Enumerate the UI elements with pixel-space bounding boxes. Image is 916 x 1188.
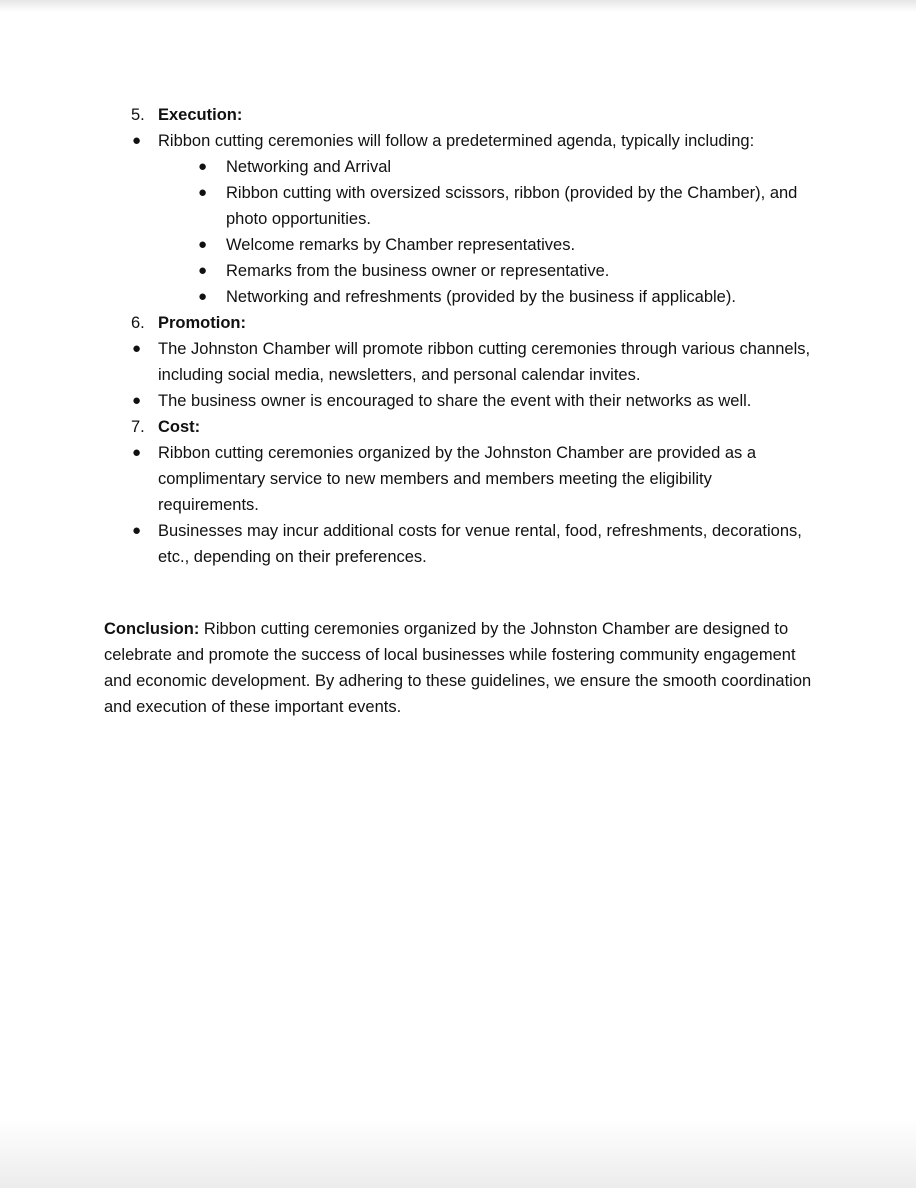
section-title: Promotion: <box>158 314 246 332</box>
bullet-text: Ribbon cutting ceremonies organized by the Johnston Chamber are provided as a complimentary service to new members and members meeting the eligibility requirements. <box>158 444 757 514</box>
list-item <box>104 388 814 414</box>
bullet-icon: ● <box>198 184 208 201</box>
list-item <box>158 232 814 258</box>
bullet-text: Networking and refreshments (provided by the business if applicable). <box>226 288 736 306</box>
list-item <box>158 180 814 232</box>
execution-bullets <box>104 128 814 310</box>
section-number: 7. <box>131 418 145 436</box>
section-cost <box>104 414 814 440</box>
bullet-text: Ribbon cutting with oversized scissors, ribbon (provided by the Chamber), and photo opportunities. <box>226 184 798 228</box>
bullet-icon: ● <box>198 262 208 279</box>
section-title: Execution: <box>158 106 243 124</box>
section-title: Cost: <box>158 418 201 436</box>
list-item <box>158 154 814 180</box>
cost-bullets <box>104 440 814 570</box>
list-item <box>104 518 814 570</box>
bullet-text: Remarks from the business owner or representative. <box>226 262 610 280</box>
conclusion-paragraph <box>104 616 814 720</box>
bullet-icon: ● <box>132 132 142 149</box>
section-promotion <box>104 310 814 336</box>
conclusion-text: Ribbon cutting ceremonies organized by the Johnston Chamber are designed to celebrate and promote the success of local businesses while fostering community engagement and economic development. By adhering to these guidelines, we ensure the smooth coordination and execution of these important events. <box>104 620 812 716</box>
list-item <box>104 336 814 388</box>
bullet-icon: ● <box>132 522 142 539</box>
bullet-icon: ● <box>132 392 142 409</box>
bullet-text: The business owner is encouraged to share the event with their networks as well. <box>158 392 752 410</box>
section-number: 6. <box>131 314 145 332</box>
bullet-icon: ● <box>198 288 208 305</box>
bullet-icon: ● <box>198 236 208 253</box>
page-top-shadow <box>0 0 916 12</box>
bullet-icon: ● <box>132 444 142 461</box>
promotion-bullets <box>104 336 814 414</box>
list-item <box>158 284 814 310</box>
conclusion-label: Conclusion: <box>104 620 200 638</box>
page-bottom-shadow <box>0 1118 916 1188</box>
list-item <box>104 128 814 310</box>
bullet-icon: ● <box>132 340 142 357</box>
list-item <box>158 258 814 284</box>
bullet-text: The Johnston Chamber will promote ribbon cutting ceremonies through various channels, including social media, newsletters, and personal calendar invites. <box>158 340 811 384</box>
bullet-text: Ribbon cutting ceremonies will follow a predetermined agenda, typically including: <box>158 132 755 150</box>
bullet-text: Businesses may incur additional costs for venue rental, food, refreshments, decorations, etc., depending on their preferences. <box>158 522 802 566</box>
bullet-text: Welcome remarks by Chamber representatives. <box>226 236 576 254</box>
bullet-icon: ● <box>198 158 208 175</box>
agenda-sublist <box>172 154 814 310</box>
section-number: 5. <box>131 106 145 124</box>
section-execution <box>104 102 814 128</box>
document-content <box>104 102 814 737</box>
bullet-text: Networking and Arrival <box>226 158 392 176</box>
list-item <box>104 440 814 518</box>
